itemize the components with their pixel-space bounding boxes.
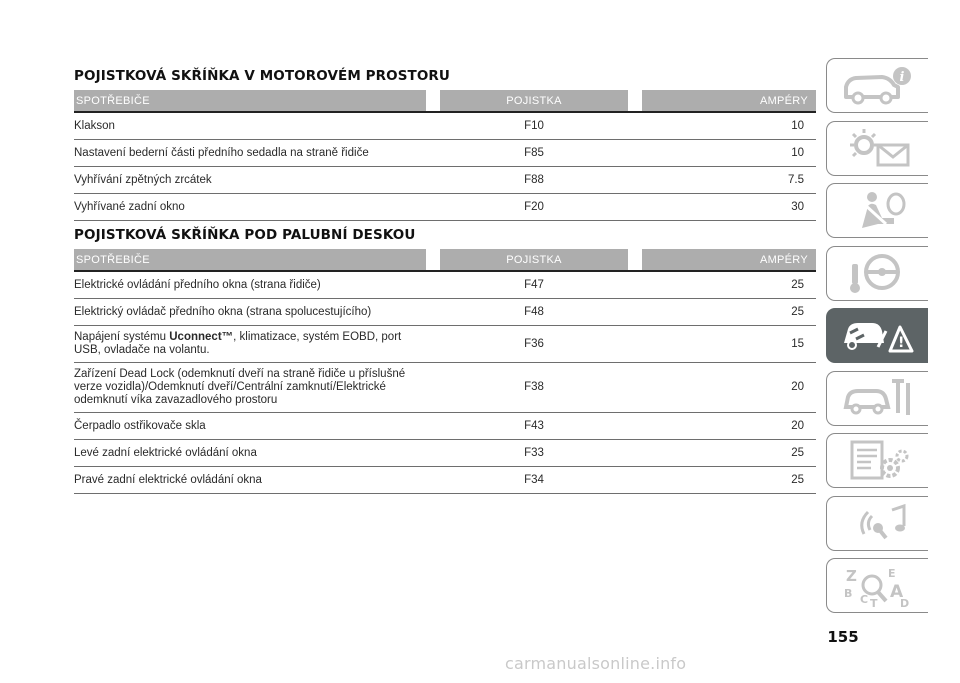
section-title-engine: POJISTKOVÁ SKŘÍŇKA V MOTOROVÉM PROSTORU: [74, 68, 450, 84]
column-header-consumers: SPOTŘEBIČE: [74, 249, 426, 270]
tab-multimedia[interactable]: [826, 496, 928, 551]
row-item: Elektrické ovládání předního okna (strana řidiče): [74, 270, 426, 299]
uconnect-brand: Uconnect™: [169, 331, 234, 343]
svg-text:B: B: [843, 586, 852, 600]
emergency-icon: [838, 313, 918, 359]
table-row: [74, 270, 816, 299]
svg-text:T: T: [869, 596, 878, 609]
row-amps: 20: [642, 363, 816, 413]
row-item: Čerpadlo ostřikovače skla: [74, 413, 426, 440]
key-steering-icon: [838, 250, 918, 296]
row-item: Napájení systému Uconnect™, klimatizace, systém EOBD, port USB, ovladače na volantu.: [74, 326, 426, 363]
table-row: [74, 326, 816, 363]
car-info-icon: [838, 63, 918, 109]
table-row: [74, 194, 816, 221]
warning-lights-icon: [838, 125, 918, 171]
row-item: Klakson: [74, 111, 426, 140]
row-fuse: F38: [440, 363, 628, 413]
row-amps: 15: [642, 326, 816, 363]
index-icon: [838, 563, 918, 609]
row-amps: 10: [642, 140, 816, 167]
maintenance-icon: [838, 375, 918, 421]
table-row: [74, 167, 816, 194]
row-fuse: F47: [440, 270, 628, 299]
row-item: Elektrický ovládač předního okna (strana spolucestujícího): [74, 299, 426, 326]
column-header-fuse: POJISTKA: [440, 90, 628, 111]
row-amps: 20: [642, 413, 816, 440]
fuse-table-dashboard: [74, 249, 816, 494]
column-header-fuse: POJISTKA: [440, 249, 628, 270]
section-title-dashboard: POJISTKOVÁ SKŘÍŇKA POD PALUBNÍ DESKOU: [74, 227, 416, 243]
main-content: [74, 68, 816, 494]
row-fuse: F88: [440, 167, 628, 194]
row-fuse: F36: [440, 326, 628, 363]
tab-key-steering[interactable]: [826, 246, 928, 301]
page-number: 155: [827, 628, 859, 646]
column-header-amps: AMPÉRY: [642, 90, 816, 111]
row-fuse: F34: [440, 467, 628, 494]
table-row: [74, 413, 816, 440]
table-row: [74, 363, 816, 413]
row-fuse: F20: [440, 194, 628, 221]
row-amps: 10: [642, 111, 816, 140]
multimedia-icon: [838, 500, 918, 546]
tab-car-info[interactable]: [826, 58, 928, 113]
row-item: Zařízení Dead Lock (odemknutí dveří na straně řidiče u příslušné verze vozidla)/Odemknutí dveří/Centrální zamknutí/Elektrické odemknutí víka zavazadlového prostoru: [74, 363, 426, 413]
row-fuse: F10: [440, 111, 628, 140]
svg-text:D: D: [899, 596, 909, 609]
row-item: Vyhřívané zadní okno: [74, 194, 426, 221]
row-amps: 25: [642, 270, 816, 299]
technical-data-icon: [838, 438, 918, 484]
row-item: Nastavení bederní části předního sedadla na straně řidiče: [74, 140, 426, 167]
row-amps: 30: [642, 194, 816, 221]
table-row: [74, 140, 816, 167]
svg-text:i: i: [899, 69, 904, 85]
row-fuse: F48: [440, 299, 628, 326]
row-fuse: F33: [440, 440, 628, 467]
row-fuse: F85: [440, 140, 628, 167]
row-item: Pravé zadní elektrické ovládání okna: [74, 467, 426, 494]
row-item: Levé zadní elektrické ovládání okna: [74, 440, 426, 467]
table-row: [74, 111, 816, 140]
table-row: [74, 467, 816, 494]
watermark: carmanualsonline.info: [505, 654, 687, 673]
svg-text:C: C: [859, 592, 868, 606]
tab-maintenance[interactable]: [826, 371, 928, 426]
svg-text:!: !: [897, 334, 904, 351]
tab-warning-lights[interactable]: [826, 121, 928, 176]
tab-emergency[interactable]: [826, 308, 928, 363]
fuse-table-engine: [74, 90, 816, 221]
row-amps: 7.5: [642, 167, 816, 194]
svg-text:Z: Z: [845, 566, 857, 585]
column-header-amps: AMPÉRY: [642, 249, 816, 270]
svg-text:A: A: [889, 581, 903, 602]
row-amps: 25: [642, 440, 816, 467]
row-fuse: F43: [440, 413, 628, 440]
table-row: [74, 440, 816, 467]
chapter-tabs: [826, 58, 928, 621]
row-item: Vyhřívání zpětných zrcátek: [74, 167, 426, 194]
tab-technical-data[interactable]: [826, 433, 928, 488]
svg-text:E: E: [887, 566, 896, 580]
tab-index[interactable]: [826, 558, 928, 613]
tab-seat-airbag[interactable]: [826, 183, 928, 238]
column-header-consumers: SPOTŘEBIČE: [74, 90, 426, 111]
seat-airbag-icon: [838, 188, 918, 234]
row-amps: 25: [642, 299, 816, 326]
table-row: [74, 299, 816, 326]
row-amps: 25: [642, 467, 816, 494]
